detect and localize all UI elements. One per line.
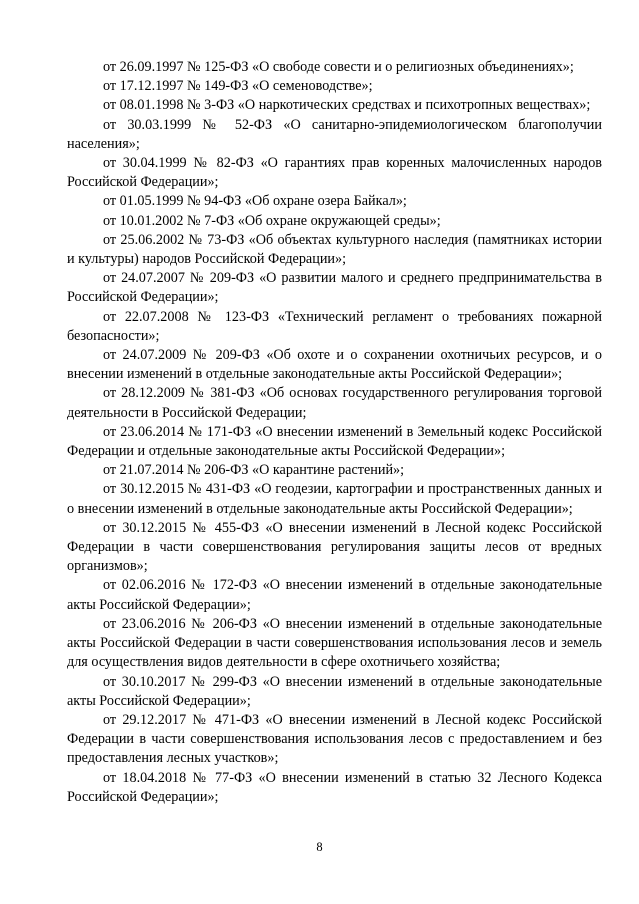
list-item: от 22.07.2008 № 123-ФЗ «Технический регламент о требованиях пожарной безопасности»; [67, 308, 602, 344]
list-item: от 26.09.1997 № 125-ФЗ «О свободе совести и о религиозных объединениях»; [103, 59, 574, 75]
list-item: от 29.12.2017 № 471-ФЗ «О внесении изменений в Лесной кодекс Российской Федерации в части совершенствования использования лесов с предоставлением и без предоставления лесных участков»; [67, 711, 602, 767]
list-item: от 02.06.2016 № 172-ФЗ «О внесении изменений в отдельные законодательные акты Российской Федерации»; [67, 577, 602, 613]
list-item: от 23.06.2016 № 206-ФЗ «О внесении изменений в отдельные законодательные акты Российской Федерации в части совершенствования использования лесов и земель для осуществления видов деятельности в сфере охотничьего хозяйства; [67, 615, 602, 671]
list-item: от 18.04.2018 № 77-ФЗ «О внесении изменений в статью 32 Лесного Кодекса Российской Федерации»; [67, 769, 602, 805]
list-item: от 24.07.2007 № 209-ФЗ «О развитии малого и среднего предпринимательства в Российской Федерации»; [67, 270, 602, 306]
list-item: от 30.04.1999 № 82-ФЗ «О гарантиях прав коренных малочисленных народов Российской Федерации»; [67, 155, 602, 191]
list-item: от 25.06.2002 № 73-ФЗ «Об объектах культурного наследия (памятниках истории и культуры) народов Российской Федерации»; [67, 231, 602, 268]
list-item: от 28.12.2009 № 381-ФЗ «Об основах государственного регулирования торговой деятельности в Российской Федерации; [67, 385, 602, 421]
list-item: от 30.10.2017 № 299-ФЗ «О внесении изменений в отдельные законодательные акты Российской Федерации»; [67, 673, 602, 709]
list-item: от 30.12.2015 № 431-ФЗ «О геодезии, картографии и пространственных данных и о внесении изменений в отдельные законодательные акты Российской Федерации»; [67, 481, 602, 517]
list-item: от 23.06.2014 № 171-ФЗ «О внесении изменений в Земельный кодекс Российской Федерации и отдельные законодательные акты Российской Федерации»; [67, 423, 602, 460]
list-item: от 08.01.1998 № 3-ФЗ «О наркотических средствах и психотропных веществах»; [103, 97, 591, 114]
list-item: от 30.12.2015 № 455-ФЗ «О внесении изменений в Лесной кодекс Российской Федерации в части совершенствования регулирования защиты лесов от вредных организмов»; [67, 519, 602, 575]
law-list [67, 58, 602, 807]
list-item: от 21.07.2014 № 206-ФЗ «О карантине растений»; [103, 462, 405, 479]
list-item: от 30.03.1999 № 52-ФЗ «О санитарно-эпидемиологическом благополучии населения»; [67, 116, 602, 152]
list-item: от 10.01.2002 № 7-ФЗ «Об охране окружающей среды»; [103, 212, 441, 229]
list-item: от 17.12.1997 № 149-ФЗ «О семеноводстве»; [103, 78, 373, 95]
list-item: от 01.05.1999 № 94-ФЗ «Об охране озера Байкал»; [103, 193, 407, 210]
page-number: 8 [316, 840, 323, 854]
list-item: от 24.07.2009 № 209-ФЗ «Об охоте и о сохранении охотничьих ресурсов, и о внесении изменений в отдельные законодательные акты Российской Федерации»; [67, 347, 602, 383]
